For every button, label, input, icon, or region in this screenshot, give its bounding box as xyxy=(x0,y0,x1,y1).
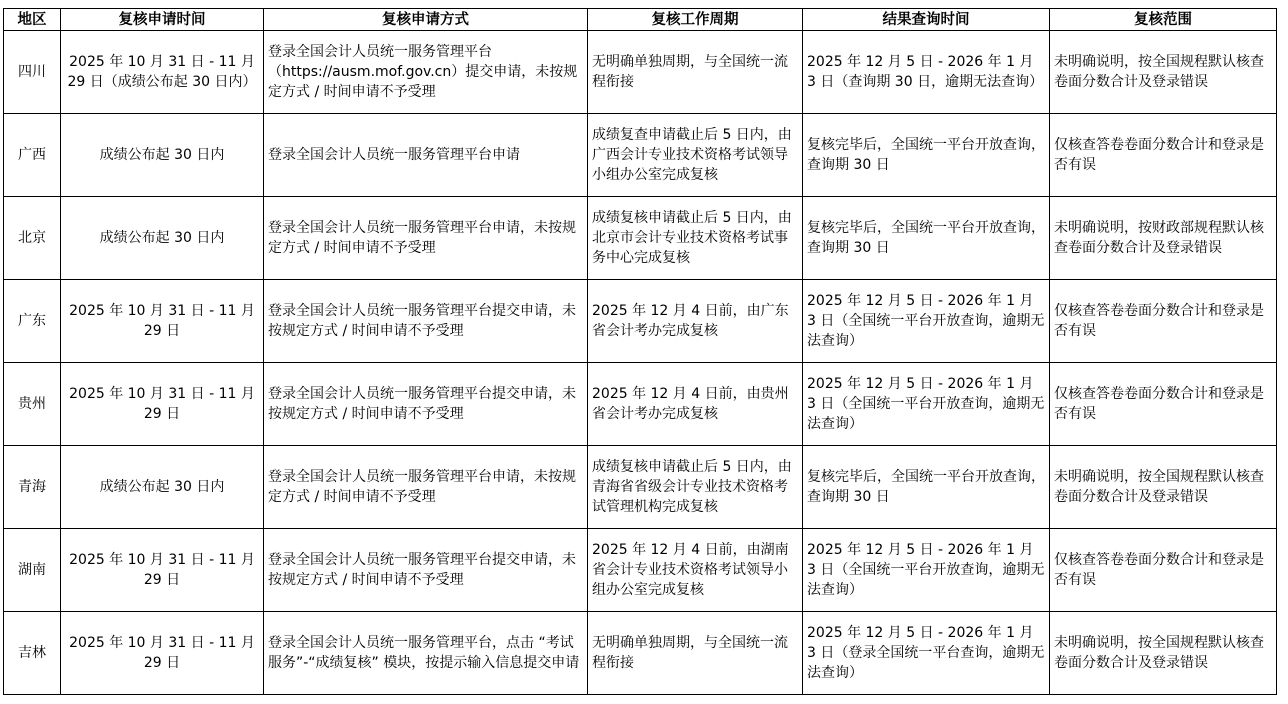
apply-method-cell: 登录全国会计人员统一服务管理平台提交申请，未按规定方式 / 时间申请不予受理 xyxy=(264,280,588,363)
region-cell: 广西 xyxy=(4,114,61,197)
review-scope-cell: 未明确说明，按全国规程默认核查卷面分数合计及登录错误 xyxy=(1050,612,1277,695)
review-scope-cell: 仅核查答卷卷面分数合计和登录是否有误 xyxy=(1050,529,1277,612)
query-time-cell: 2025 年 12 月 5 日 - 2026 年 1 月 3 日（查询期 30 日，逾期无法查询） xyxy=(803,31,1050,114)
review-scope-cell: 未明确说明，按财政部规程默认核查卷面分数合计及登录错误 xyxy=(1050,197,1277,280)
review-scope-cell: 仅核查答卷卷面分数合计和登录是否有误 xyxy=(1050,363,1277,446)
review-scope-cell: 仅核查答卷卷面分数合计和登录是否有误 xyxy=(1050,114,1277,197)
apply-method-cell: 登录全国会计人员统一服务管理平台提交申请，未按规定方式 / 时间申请不予受理 xyxy=(264,363,588,446)
apply-time-cell: 2025 年 10 月 31 日 - 11 月 29 日 xyxy=(61,280,264,363)
region-cell: 湖南 xyxy=(4,529,61,612)
table-row xyxy=(4,31,1277,114)
header-row xyxy=(4,9,1277,31)
region-cell: 北京 xyxy=(4,197,61,280)
apply-time-cell: 成绩公布起 30 日内 xyxy=(61,197,264,280)
review-scope-cell: 仅核查答卷卷面分数合计和登录是否有误 xyxy=(1050,280,1277,363)
apply-method-cell: 登录全国会计人员统一服务管理平台申请，未按规定方式 / 时间申请不予受理 xyxy=(264,197,588,280)
apply-time-cell: 2025 年 10 月 31 日 - 11 月 29 日 xyxy=(61,529,264,612)
apply-method-cell: 登录全国会计人员统一服务管理平台，点击 “考试服务”-“成绩复核” 模块，按提示输入信息提交申请 xyxy=(264,612,588,695)
header-review-scope: 复核范围 xyxy=(1050,9,1277,31)
work-cycle-cell: 2025 年 12 月 4 日前，由广东省会计考办完成复核 xyxy=(588,280,803,363)
apply-method-cell: 登录全国会计人员统一服务管理平台申请，未按规定方式 / 时间申请不予受理 xyxy=(264,446,588,529)
review-scope-cell: 未明确说明，按全国规程默认核查卷面分数合计及登录错误 xyxy=(1050,31,1277,114)
query-time-cell: 2025 年 12 月 5 日 - 2026 年 1 月 3 日（全国统一平台开放查询，逾期无法查询） xyxy=(803,363,1050,446)
table-row xyxy=(4,612,1277,695)
table-row xyxy=(4,197,1277,280)
work-cycle-cell: 2025 年 12 月 4 日前，由贵州省会计考办完成复核 xyxy=(588,363,803,446)
work-cycle-cell: 无明确单独周期，与全国统一流程衔接 xyxy=(588,31,803,114)
table-row xyxy=(4,529,1277,612)
query-time-cell: 复核完毕后，全国统一平台开放查询，查询期 30 日 xyxy=(803,114,1050,197)
work-cycle-cell: 成绩复查申请截止后 5 日内，由广西会计专业技术资格考试领导小组办公室完成复核 xyxy=(588,114,803,197)
apply-time-cell: 2025 年 10 月 31 日 - 11 月 29 日 xyxy=(61,363,264,446)
work-cycle-cell: 成绩复核申请截止后 5 日内，由北京市会计专业技术资格考试事务中心完成复核 xyxy=(588,197,803,280)
region-cell: 贵州 xyxy=(4,363,61,446)
work-cycle-cell: 成绩复核申请截止后 5 日内，由青海省省级会计专业技术资格考试管理机构完成复核 xyxy=(588,446,803,529)
review-policy-table xyxy=(3,8,1277,695)
apply-time-cell: 成绩公布起 30 日内 xyxy=(61,114,264,197)
header-apply-method: 复核申请方式 xyxy=(264,9,588,31)
header-work-cycle: 复核工作周期 xyxy=(588,9,803,31)
header-region: 地区 xyxy=(4,9,61,31)
region-cell: 青海 xyxy=(4,446,61,529)
table-row xyxy=(4,363,1277,446)
table-row xyxy=(4,114,1277,197)
review-scope-cell: 未明确说明，按全国规程默认核查卷面分数合计及登录错误 xyxy=(1050,446,1277,529)
review-table-container xyxy=(3,8,1277,695)
apply-method-cell: 登录全国会计人员统一服务管理平台申请 xyxy=(264,114,588,197)
work-cycle-cell: 无明确单独周期，与全国统一流程衔接 xyxy=(588,612,803,695)
query-time-cell: 复核完毕后，全国统一平台开放查询，查询期 30 日 xyxy=(803,197,1050,280)
query-time-cell: 复核完毕后，全国统一平台开放查询，查询期 30 日 xyxy=(803,446,1050,529)
query-time-cell: 2025 年 12 月 5 日 - 2026 年 1 月 3 日（全国统一平台开放查询，逾期无法查询） xyxy=(803,529,1050,612)
work-cycle-cell: 2025 年 12 月 4 日前，由湖南省会计专业技术资格考试领导小组办公室完成复核 xyxy=(588,529,803,612)
header-query-time: 结果查询时间 xyxy=(803,9,1050,31)
region-cell: 吉林 xyxy=(4,612,61,695)
apply-method-cell: 登录全国会计人员统一服务管理平台（https://ausm.mof.gov.cn）提交申请，未按规定方式 / 时间申请不予受理 xyxy=(264,31,588,114)
header-apply-time: 复核申请时间 xyxy=(61,9,264,31)
apply-method-cell: 登录全国会计人员统一服务管理平台提交申请，未按规定方式 / 时间申请不予受理 xyxy=(264,529,588,612)
query-time-cell: 2025 年 12 月 5 日 - 2026 年 1 月 3 日（登录全国统一平台查询，逾期无法查询） xyxy=(803,612,1050,695)
region-cell: 广东 xyxy=(4,280,61,363)
query-time-cell: 2025 年 12 月 5 日 - 2026 年 1 月 3 日（全国统一平台开放查询，逾期无法查询） xyxy=(803,280,1050,363)
apply-time-cell: 成绩公布起 30 日内 xyxy=(61,446,264,529)
apply-time-cell: 2025 年 10 月 31 日 - 11 月 29 日（成绩公布起 30 日内） xyxy=(61,31,264,114)
table-row xyxy=(4,280,1277,363)
table-row xyxy=(4,446,1277,529)
apply-time-cell: 2025 年 10 月 31 日 - 11 月 29 日 xyxy=(61,612,264,695)
region-cell: 四川 xyxy=(4,31,61,114)
